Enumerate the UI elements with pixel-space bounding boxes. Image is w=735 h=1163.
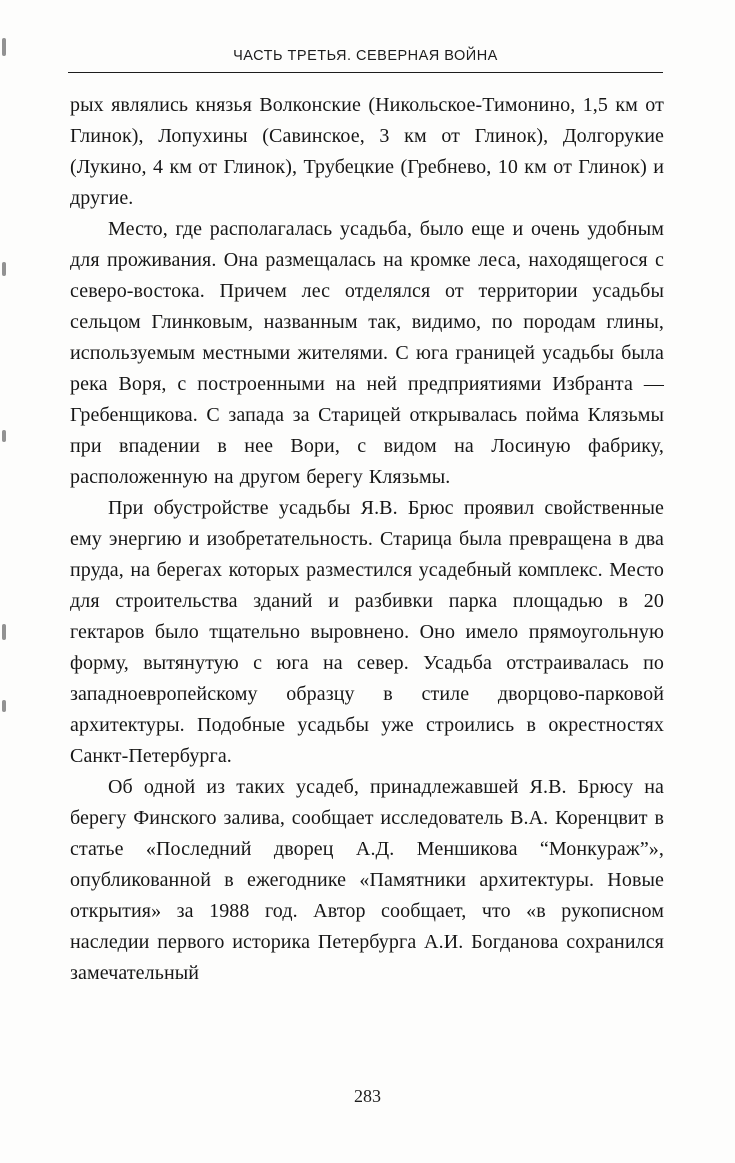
paragraph: При обустройстве усадьбы Я.В. Брюс проявил свойственные ему энергию и изобретательность. Старица была превращена в два пруда, на берегах которых разместился усадебный комплекс. Место для строительства зданий и разбивки парка площадью в 20 гектаров было тщательно выровнено. Оно имело прямоугольную форму, вытянутую с юга на север. Усадьба отстраивалась по западноевропейскому образцу в стиле дворцово-парковой архитектуры. Подобные усадьбы уже строились в окрестностях Санкт-Петербурга. [70, 497, 664, 767]
body-text [70, 90, 664, 989]
paragraph: Об одной из таких усадеб, принадлежавшей Я.В. Брюсу на берегу Финского залива, сообщает исследователь В.А. Коренцвит в статье «Последний дворец А.Д. Меншикова “Монкураж”», опубликованной в ежегоднике «Памятники архитектуры. Новые открытия» за 1988 год. Автор сообщает, что «в рукописном наследии первого историка Петербурга А.И. Богданова сохранился замечательный [70, 776, 664, 984]
paragraph-continuation: рых являлись князья Волконские (Никольское-Тимонино, 1,5 км от Глинок), Лопухины (Савинское, 3 км от Глинок), Долгорукие (Лукино, 4 км от Глинок), Трубецкие (Гребнево, 10 км от Глинок) и другие. [70, 94, 664, 209]
scan-artifact [2, 430, 6, 442]
scan-artifact [2, 262, 6, 276]
running-head: ЧАСТЬ ТРЕТЬЯ. СЕВЕРНАЯ ВОЙНА [233, 48, 498, 64]
page-number: 283 [354, 1086, 381, 1106]
scan-artifact [2, 624, 6, 640]
scan-artifact [2, 700, 6, 712]
paragraph: Место, где располагалась усадьба, было еще и очень удобным для проживания. Она размещалась на кромке леса, находящегося с северо-востока. Причем лес отделялся от территории усадьбы сельцом Глинковым, названным так, видимо, по породам глины, используемым местными жителями. С юга границей усадьбы была река Воря, с построенными на ней предприятиями Избранта — Гребенщикова. С запада за Старицей открывалась пойма Клязьмы при впадении в нее Вори, с видом на Лосиную фабрику, расположенную на другом берегу Клязьмы. [70, 218, 664, 488]
header-rule [68, 72, 663, 73]
scan-artifact [2, 38, 6, 56]
